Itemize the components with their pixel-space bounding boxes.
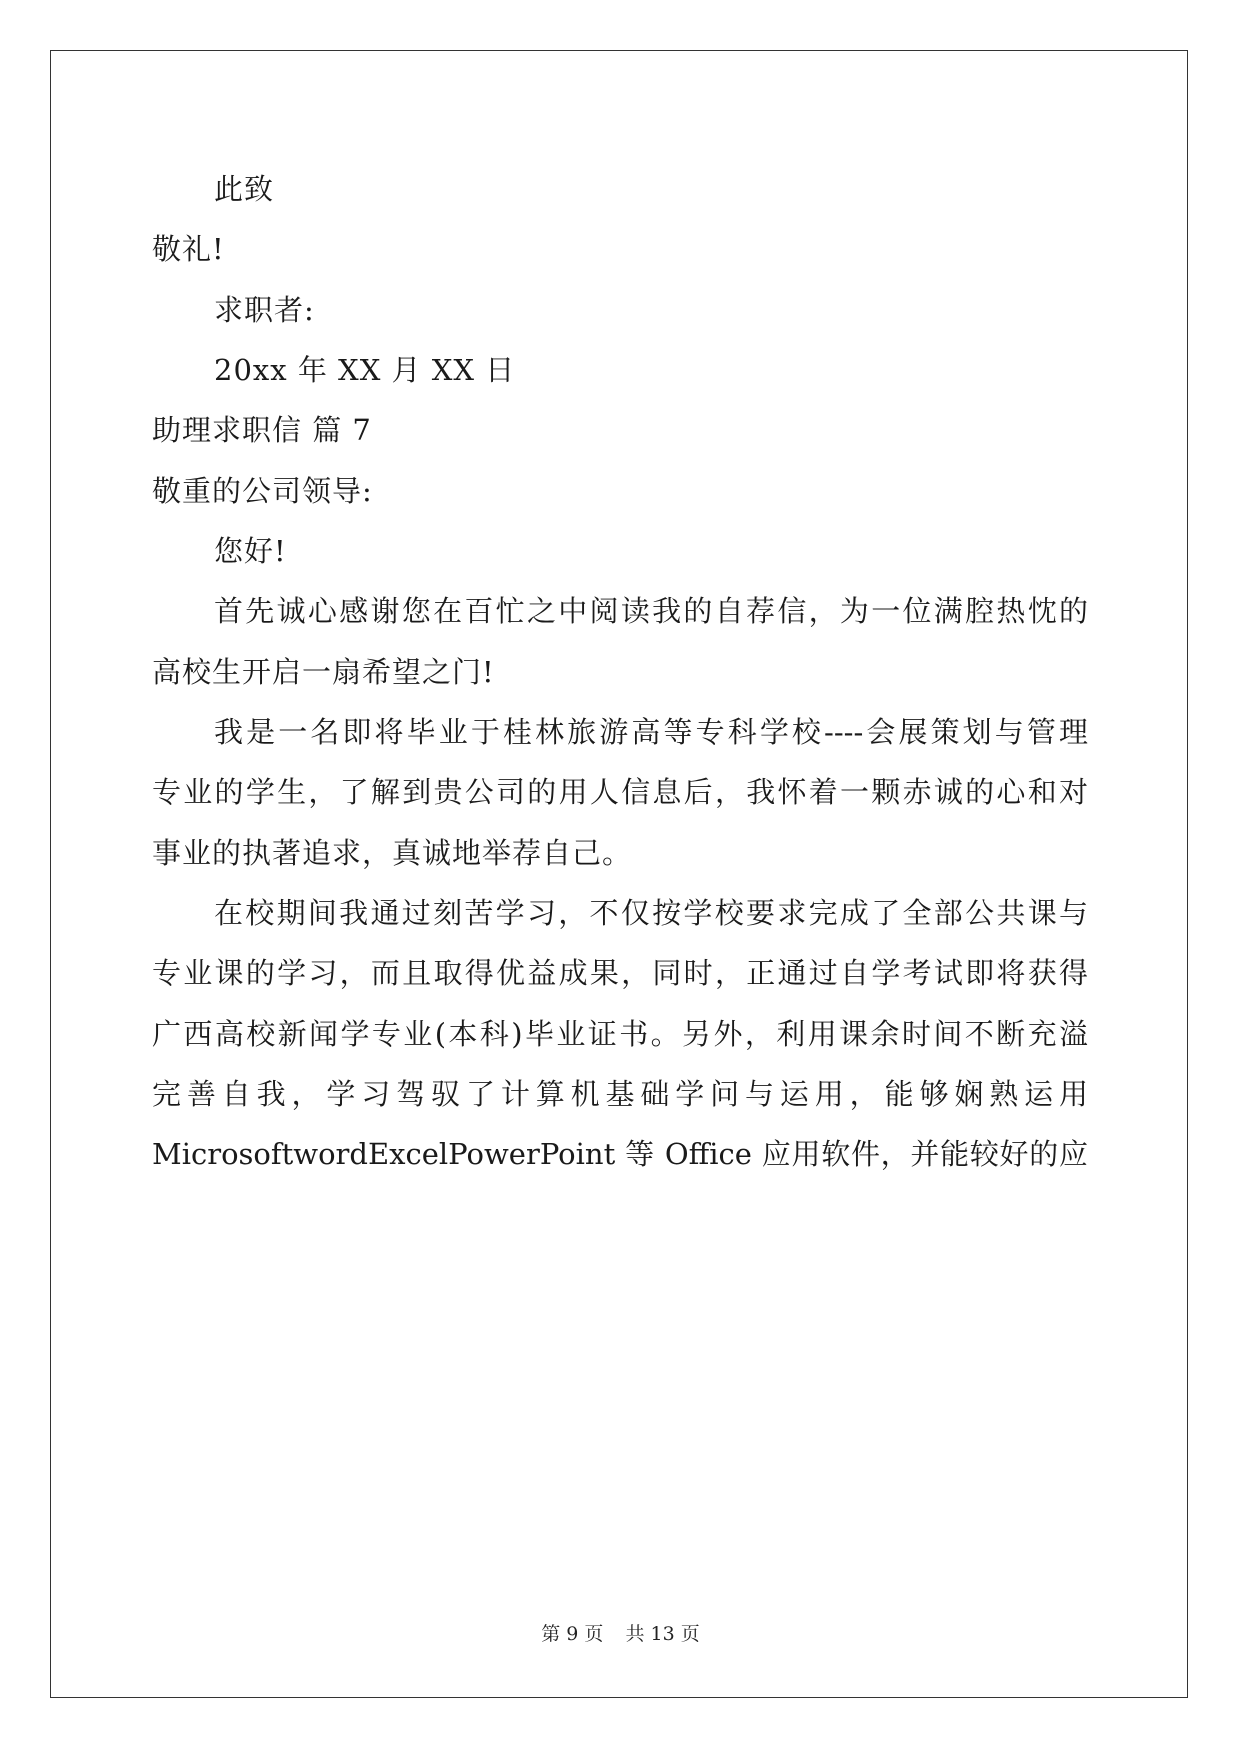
paragraph-line: MicrosoftwordExcelPowerPoint 等 Office 应用软件，并能较好的应 [152,1137,1088,1171]
paragraph-line: 专业课的学习，而且取得优益成果，同时，正通过自学考试即将获得 [152,956,1088,990]
section-heading: 助理求职信 篇 7 [152,413,372,447]
page-total: 共 13 页 [625,1623,700,1645]
greeting-line: 您好! [214,534,287,568]
paragraph-line: 完善自我，学习驾驭了计算机基础学问与运用，能够娴熟运用 [152,1077,1088,1111]
paragraph-line: 首先诚心感谢您在百忙之中阅读我的自荐信，为一位满腔热忱的 [214,594,1088,628]
paragraph-line: 事业的执著追求，真诚地举荐自己。 [152,836,633,870]
paragraph-line: 广西高校新闻学专业(本科)毕业证书。另外，利用课余时间不断充溢 [152,1017,1088,1051]
salutation-line: 敬礼! [152,232,225,266]
paragraph-line: 专业的学生，了解到贵公司的用人信息后，我怀着一颗赤诚的心和对 [152,775,1088,809]
addressee-line: 敬重的公司领导: [152,474,373,508]
paragraph-line: 在校期间我通过刻苦学习，不仅按学校要求完成了全部公共课与 [214,896,1088,930]
page-footer [0,1622,1241,1646]
date-line: 20xx 年 XX 月 XX 日 [214,353,516,387]
paragraph-line: 高校生开启一扇希望之门! [152,655,495,689]
closing-line: 此致 [214,172,275,206]
signer-line: 求职者: [214,293,315,327]
page-number: 第 9 页 [541,1623,604,1645]
paragraph-line: 我是一名即将毕业于桂林旅游高等专科学校----会展策划与管理 [214,715,1088,749]
